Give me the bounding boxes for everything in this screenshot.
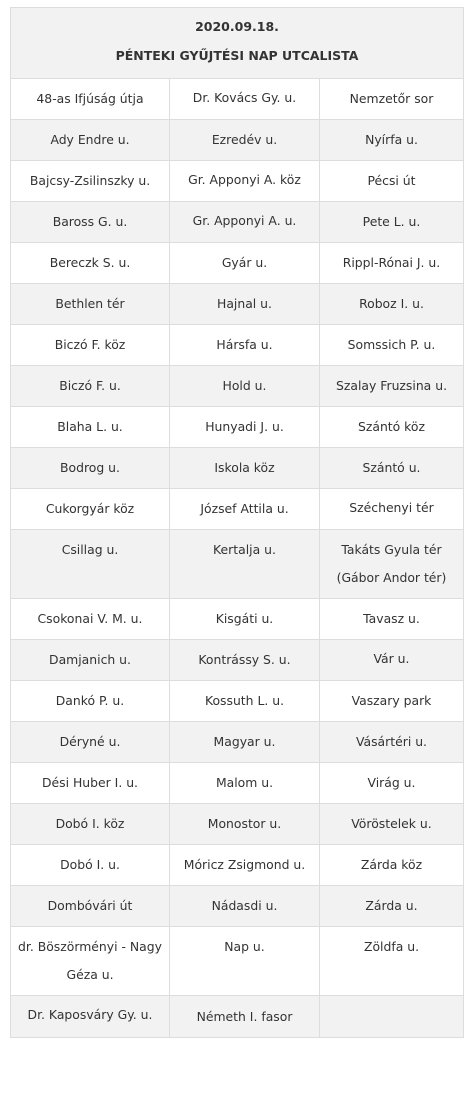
street-cell: Bethlen tér <box>11 284 170 325</box>
street-cell: Tavasz u. <box>320 599 464 640</box>
street-list-container <box>10 7 463 1038</box>
street-cell: Dombóvári út <box>11 886 170 927</box>
table-row <box>11 722 464 763</box>
street-cell: Dankó P. u. <box>11 681 170 722</box>
street-cell: Magyar u. <box>170 722 320 763</box>
street-cell: Szalay Fruzsina u. <box>320 366 464 407</box>
street-cell: Kossuth L. u. <box>170 681 320 722</box>
street-cell: Takáts Gyula tér (Gábor Andor tér) <box>320 530 464 599</box>
table-row <box>11 489 464 530</box>
street-cell: Roboz I. u. <box>320 284 464 325</box>
table-row <box>11 681 464 722</box>
street-cell: Déryné u. <box>11 722 170 763</box>
street-cell: Dési Huber I. u. <box>11 763 170 804</box>
street-cell: Nádasdi u. <box>170 886 320 927</box>
street-cell: Gyár u. <box>170 243 320 284</box>
street-cell: Móricz Zsigmond u. <box>170 845 320 886</box>
street-cell: Zárda köz <box>320 845 464 886</box>
street-cell: Biczó F. köz <box>11 325 170 366</box>
table-row <box>11 366 464 407</box>
table-header-cell <box>11 8 464 79</box>
table-row <box>11 448 464 489</box>
street-cell: Németh I. fasor <box>170 996 320 1038</box>
street-cell: Hársfa u. <box>170 325 320 366</box>
table-row <box>11 599 464 640</box>
street-cell: Zöldfa u. <box>320 927 464 996</box>
street-cell: Hajnal u. <box>170 284 320 325</box>
street-cell: Csillag u. <box>11 530 170 599</box>
street-cell: Vár u. <box>320 640 464 681</box>
street-cell: Rippl-Rónai J. u. <box>320 243 464 284</box>
table-row <box>11 120 464 161</box>
street-cell: Kisgáti u. <box>170 599 320 640</box>
street-cell: Széchenyi tér <box>320 489 464 530</box>
street-cell: Pete L. u. <box>320 202 464 243</box>
street-cell: Dobó I. u. <box>11 845 170 886</box>
street-cell: 48-as Ifjúság útja <box>11 79 170 120</box>
street-cell: Malom u. <box>170 763 320 804</box>
street-cell: Szántó u. <box>320 448 464 489</box>
street-cell: Bajcsy-Zsilinszky u. <box>11 161 170 202</box>
street-cell: Kontrássy S. u. <box>170 640 320 681</box>
collection-date: 2020.09.18. <box>195 19 279 34</box>
table-row <box>11 530 464 599</box>
street-cell: Szántó köz <box>320 407 464 448</box>
table-row <box>11 804 464 845</box>
table-row <box>11 886 464 927</box>
street-cell: Nyírfa u. <box>320 120 464 161</box>
street-list-table <box>10 7 464 1038</box>
street-cell: Bereczk S. u. <box>11 243 170 284</box>
street-cell: Csokonai V. M. u. <box>11 599 170 640</box>
street-cell: Kertalja u. <box>170 530 320 599</box>
street-cell: Virág u. <box>320 763 464 804</box>
street-cell: Ady Endre u. <box>11 120 170 161</box>
street-cell <box>320 996 464 1038</box>
street-cell: Dobó I. köz <box>11 804 170 845</box>
street-cell: Damjanich u. <box>11 640 170 681</box>
street-cell: Gr. Apponyi A. u. <box>170 202 320 243</box>
street-cell: Pécsi út <box>320 161 464 202</box>
table-row <box>11 640 464 681</box>
table-row <box>11 763 464 804</box>
street-cell: Cukorgyár köz <box>11 489 170 530</box>
table-row <box>11 284 464 325</box>
street-cell: dr. Böszörményi - Nagy Géza u. <box>11 927 170 996</box>
table-row <box>11 325 464 366</box>
table-row <box>11 161 464 202</box>
table-row <box>11 202 464 243</box>
street-cell: Vaszary park <box>320 681 464 722</box>
table-row <box>11 79 464 120</box>
street-cell: Dr. Kaposváry Gy. u. <box>11 996 170 1038</box>
table-row <box>11 996 464 1038</box>
street-cell: Gr. Apponyi A. köz <box>170 161 320 202</box>
street-cell: Zárda u. <box>320 886 464 927</box>
table-row <box>11 243 464 284</box>
street-cell: Hunyadi J. u. <box>170 407 320 448</box>
street-cell: Vásártéri u. <box>320 722 464 763</box>
street-cell: Baross G. u. <box>11 202 170 243</box>
street-cell: Hold u. <box>170 366 320 407</box>
table-row <box>11 407 464 448</box>
street-cell: Vöröstelek u. <box>320 804 464 845</box>
street-cell: Iskola köz <box>170 448 320 489</box>
street-cell: Somssich P. u. <box>320 325 464 366</box>
street-cell: Biczó F. u. <box>11 366 170 407</box>
street-cell: József Attila u. <box>170 489 320 530</box>
table-row <box>11 845 464 886</box>
table-header-row <box>11 8 464 79</box>
street-cell: Monostor u. <box>170 804 320 845</box>
street-cell: Nemzetőr sor <box>320 79 464 120</box>
street-cell: Ezredév u. <box>170 120 320 161</box>
table-row <box>11 927 464 996</box>
street-cell: Bodrog u. <box>11 448 170 489</box>
street-cell: Blaha L. u. <box>11 407 170 448</box>
street-cell: Nap u. <box>170 927 320 996</box>
street-cell: Dr. Kovács Gy. u. <box>170 79 320 120</box>
list-title: PÉNTEKI GYŰJTÉSI NAP UTCALISTA <box>115 48 359 63</box>
